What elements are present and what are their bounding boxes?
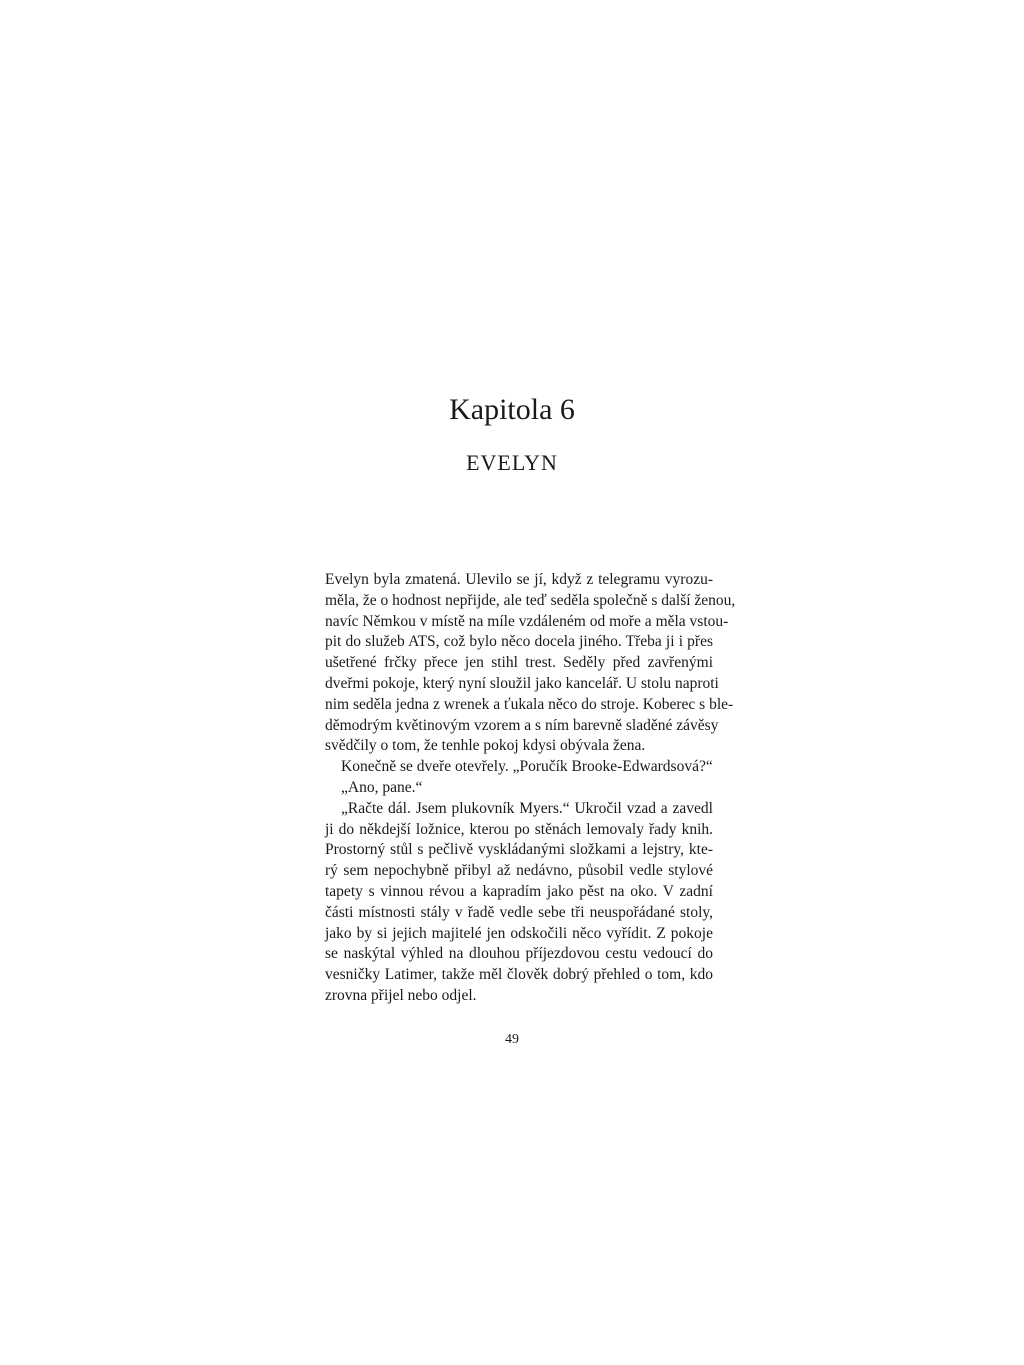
- chapter-body: [325, 570, 736, 1007]
- text-line: tapety s vinnou révou a kapradím jako pěst na oko. V zadní: [325, 882, 713, 900]
- chapter-title: Kapitola 6: [449, 393, 575, 426]
- text-line: „Ano, pane.“: [341, 778, 423, 796]
- text-line: části místnosti stály v řadě vedle sebe tři neuspořádané stoly,: [325, 903, 713, 921]
- text-line: Evelyn byla zmatená. Ulevilo se jí, když z telegramu vyrozu-: [325, 571, 713, 588]
- text-line: zrovna přijel nebo odjel.: [325, 986, 477, 1004]
- text-line: ušetřené frčky přece jen stihl trest. Seděly před zavřenými: [325, 654, 713, 672]
- text-line: Konečně se dveře otevřely. „Poručík Brooke-Edwardsová?“: [341, 758, 713, 776]
- text-line: dveřmi pokoje, který nyní sloužil jako kancelář. U stolu naproti: [325, 674, 719, 692]
- text-line: rý sem nepochybně přibyl až nedávno, působil vedle stylové: [325, 862, 713, 880]
- page-number: 49: [505, 1032, 519, 1047]
- text-line: „Račte dál. Jsem plukovník Myers.“ Ukročil vzad a zavedl: [341, 799, 713, 817]
- text-line: ji do někdejší ložnice, kterou po stěnách lemovaly řady knih.: [325, 820, 713, 838]
- text-line: vesničky Latimer, takže měl člověk dobrý přehled o tom, kdo: [325, 966, 713, 984]
- text-line: nim seděla jedna z wrenek a ťukala něco do stroje. Koberec s ble-: [325, 695, 734, 713]
- text-line: pit do služeb ATS, což bylo něco docela jiného. Třeba ji i přes: [325, 633, 713, 651]
- chapter-subtitle: EVELYN: [466, 450, 558, 475]
- text-line: se naskýtal výhled na dlouhou příjezdovou cestu vedoucí do: [325, 945, 713, 963]
- text-line: jako by si jejich majitelé jen odskočili něco vyřídit. Z pokoje: [325, 924, 713, 942]
- text-line: Prostorný stůl s pečlivě vyskládanými složkami a lejstry, kte-: [325, 841, 713, 859]
- text-line: navíc Němkou v místě na míle vzdáleném od moře a měla vstou-: [325, 612, 729, 630]
- text-line: měla, že o hodnost nepřijde, ale teď seděla společně s další ženou,: [325, 591, 736, 609]
- text-line: svědčily o tom, že tenhle pokoj kdysi obývala žena.: [325, 737, 646, 755]
- text-line: děmodrým květinovým vzorem a s ním barevně sladěné závěsy: [325, 716, 719, 734]
